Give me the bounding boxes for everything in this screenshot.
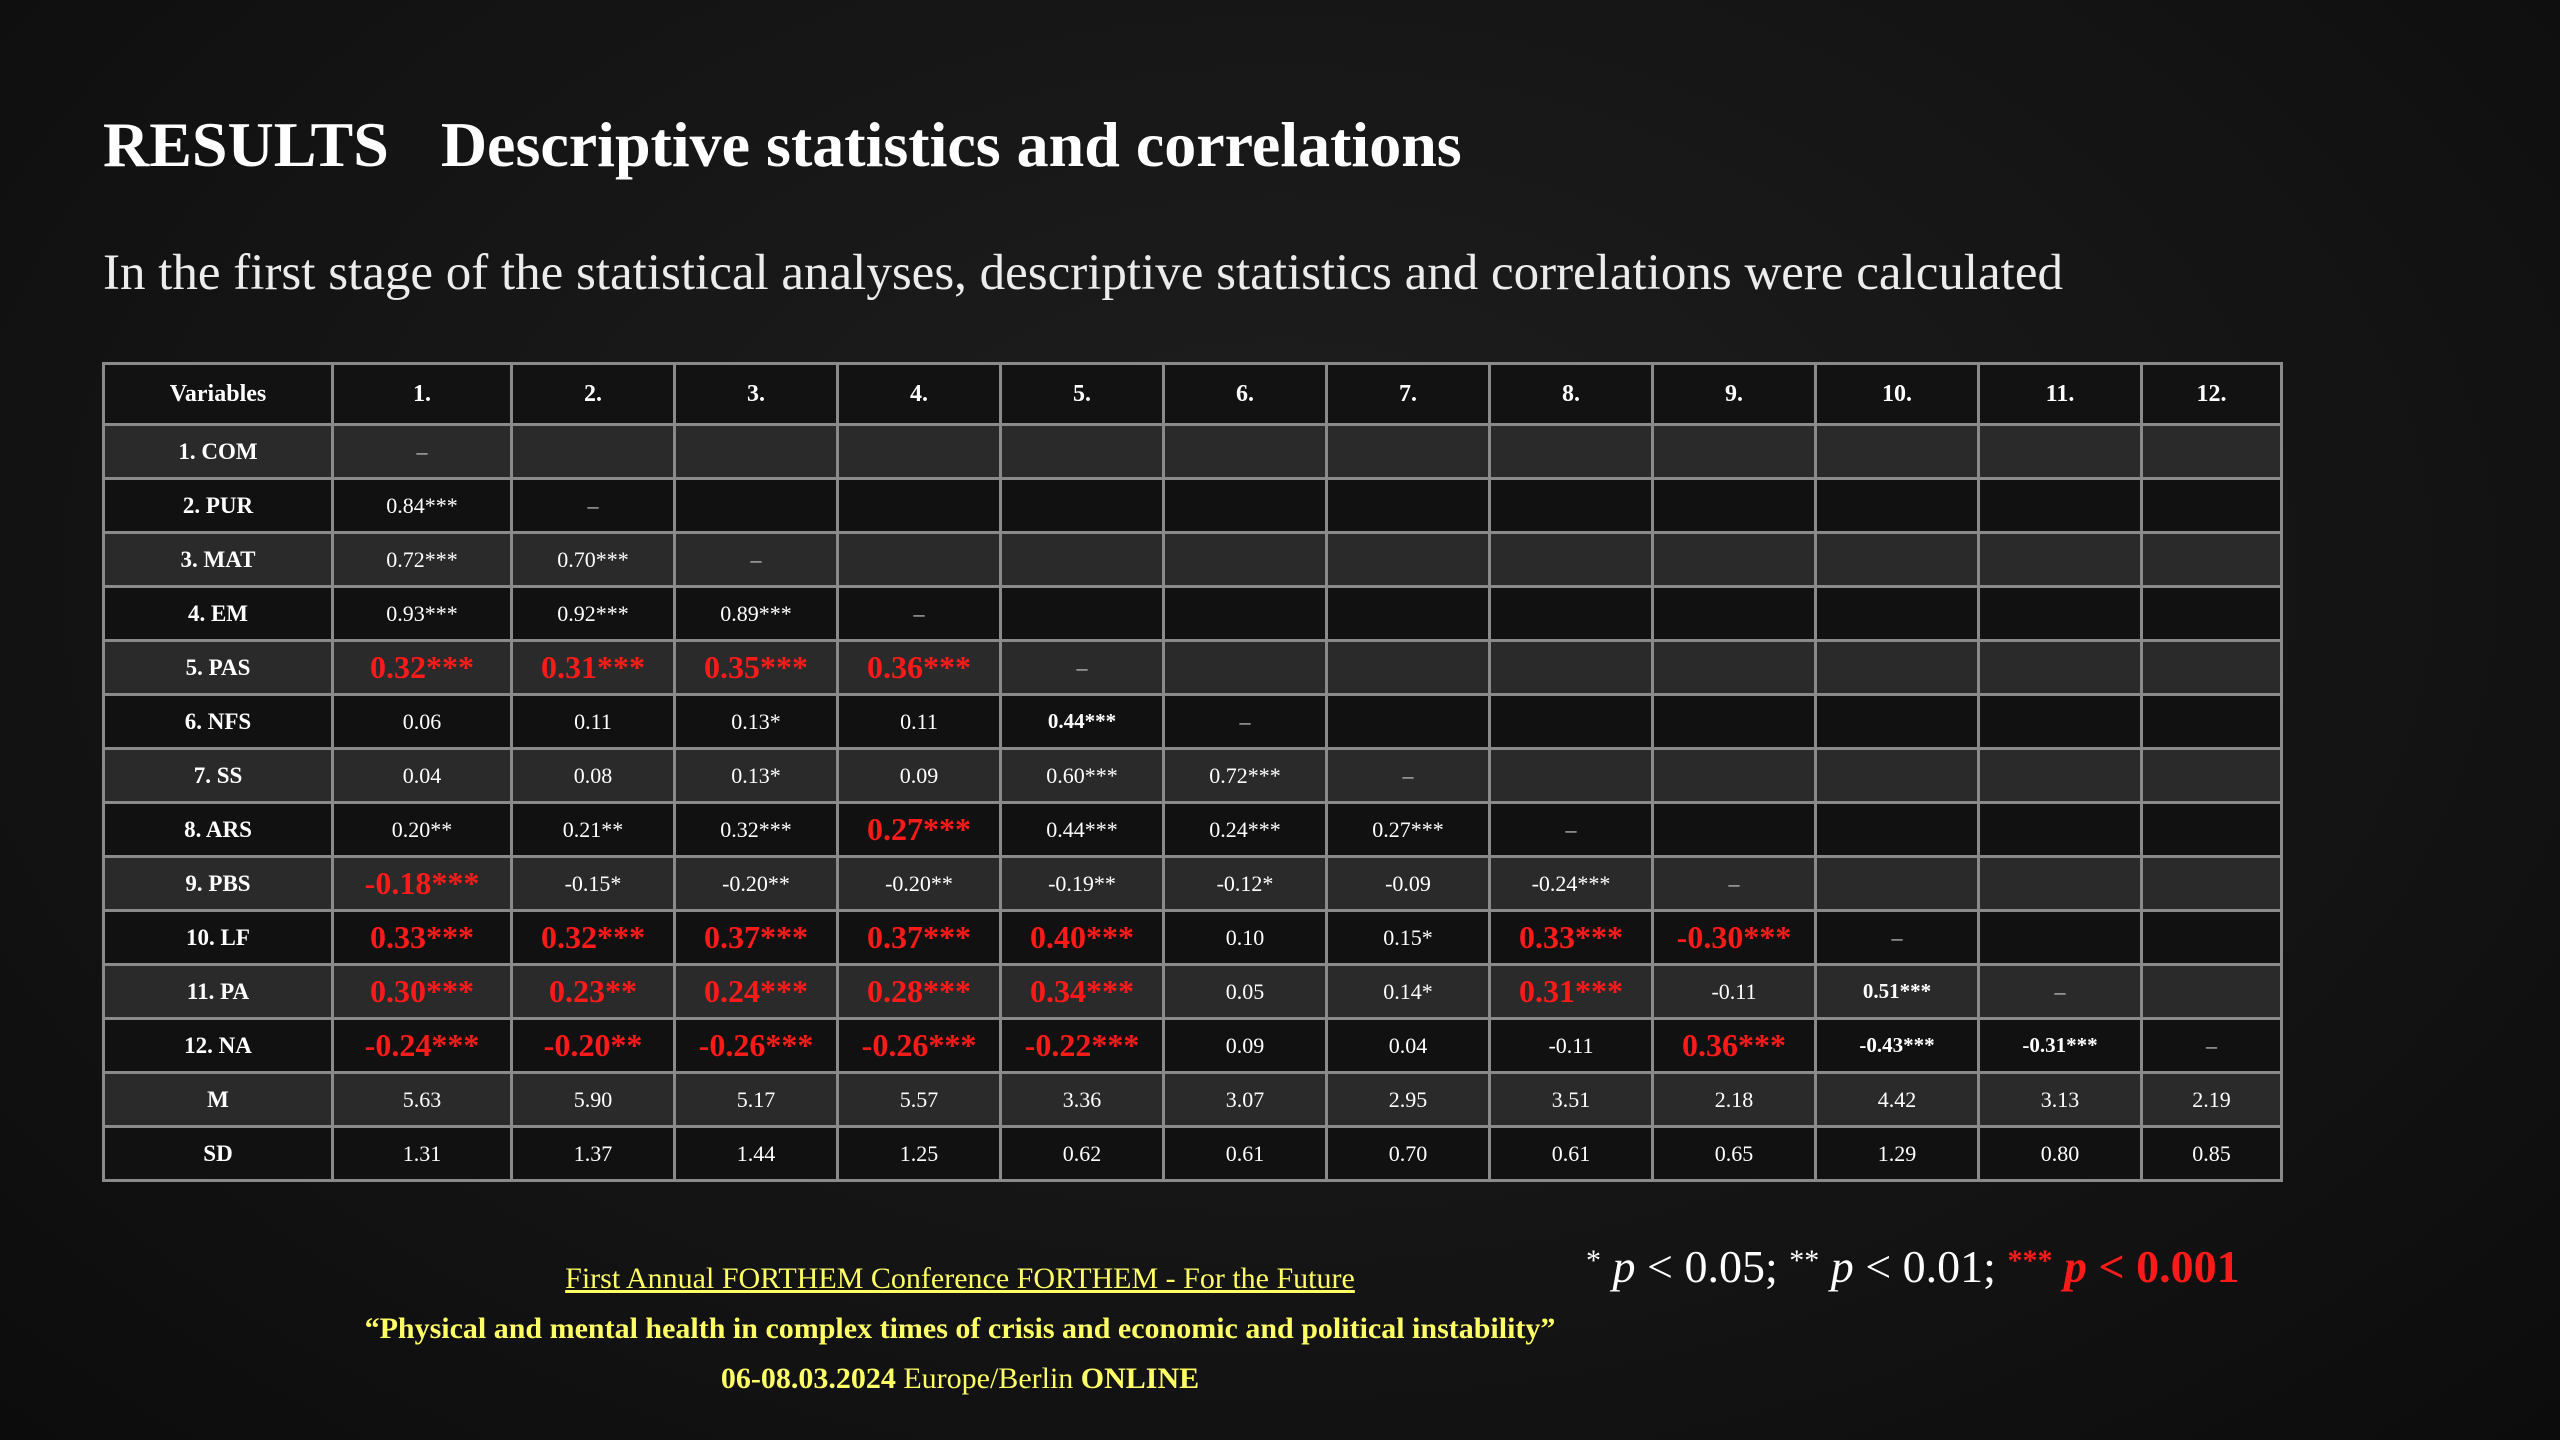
table-cell <box>2142 857 2282 911</box>
table-cell <box>1653 533 1816 587</box>
table-cell <box>1979 587 2142 641</box>
table-cell <box>2142 965 2282 1019</box>
table-cell <box>1653 641 1816 695</box>
table-cell <box>1979 533 2142 587</box>
table-cell: 0.04 <box>1327 1019 1490 1073</box>
table-cell: 0.21** <box>512 803 675 857</box>
table-cell: 0.37*** <box>675 911 838 965</box>
table-cell <box>1001 425 1164 479</box>
table-cell <box>1979 695 2142 749</box>
legend-stars-3: *** <box>2007 1244 2053 1277</box>
table-cell: – <box>333 425 512 479</box>
table-cell <box>1327 533 1490 587</box>
legend-stars-2: ** <box>1789 1244 1820 1277</box>
table-cell <box>1816 803 1979 857</box>
table-cell: -0.12* <box>1164 857 1327 911</box>
row-label: M <box>104 1073 333 1127</box>
table-row <box>104 749 2282 803</box>
table-cell <box>1001 533 1164 587</box>
table-cell: 0.05 <box>1164 965 1327 1019</box>
row-label: 2. PUR <box>104 479 333 533</box>
table-cell <box>838 533 1001 587</box>
table-cell <box>2142 425 2282 479</box>
table-cell: – <box>1653 857 1816 911</box>
table-cell <box>675 479 838 533</box>
table-cell: 0.92*** <box>512 587 675 641</box>
legend-p-1: p <box>1612 1241 1636 1292</box>
table-row <box>104 533 2282 587</box>
table-cell: 0.32*** <box>333 641 512 695</box>
table-row <box>104 587 2282 641</box>
row-label: 8. ARS <box>104 803 333 857</box>
column-header-4: 4. <box>838 364 1001 425</box>
table-cell: -0.26*** <box>838 1019 1001 1073</box>
correlation-table <box>102 362 2283 1182</box>
table-cell: 0.11 <box>512 695 675 749</box>
legend-threshold-2: < 0.01; <box>1865 1241 1996 1292</box>
table-cell: 0.11 <box>838 695 1001 749</box>
table-cell: 1.44 <box>675 1127 838 1181</box>
table-cell: – <box>2142 1019 2282 1073</box>
table-cell: – <box>1164 695 1327 749</box>
legend-p-3: p <box>2063 1241 2087 1292</box>
row-label: 6. NFS <box>104 695 333 749</box>
table-cell <box>838 479 1001 533</box>
table-cell: – <box>1816 911 1979 965</box>
table-row <box>104 695 2282 749</box>
table-cell: -0.31*** <box>1979 1019 2142 1073</box>
table-cell: 0.40*** <box>1001 911 1164 965</box>
table-cell: 0.08 <box>512 749 675 803</box>
table-header <box>104 364 2282 425</box>
column-header-8: 8. <box>1490 364 1653 425</box>
table-cell: 0.51*** <box>1816 965 1979 1019</box>
table-cell: – <box>1001 641 1164 695</box>
legend-threshold-3: < 0.001 <box>2098 1241 2240 1292</box>
table-cell <box>1653 749 1816 803</box>
table-cell <box>1979 425 2142 479</box>
table-cell <box>1490 425 1653 479</box>
table-cell <box>1979 641 2142 695</box>
table-cell: 0.93*** <box>333 587 512 641</box>
table-row <box>104 965 2282 1019</box>
row-label: 5. PAS <box>104 641 333 695</box>
table-cell <box>1164 425 1327 479</box>
row-label: 4. EM <box>104 587 333 641</box>
row-label: 11. PA <box>104 965 333 1019</box>
table-cell <box>1979 479 2142 533</box>
title-results: RESULTS <box>103 109 389 180</box>
table-cell: – <box>512 479 675 533</box>
conference-date: 06-08.03.2024 <box>720 1362 896 1395</box>
table-row <box>104 857 2282 911</box>
table-cell: -0.26*** <box>675 1019 838 1073</box>
table-cell: 0.13* <box>675 749 838 803</box>
table-cell <box>1327 479 1490 533</box>
table-cell <box>1490 749 1653 803</box>
table-cell: 0.70*** <box>512 533 675 587</box>
table-cell: -0.09 <box>1327 857 1490 911</box>
legend-stars-1: * <box>1586 1244 1601 1277</box>
table-cell <box>1816 695 1979 749</box>
table-cell: – <box>838 587 1001 641</box>
slide-subtitle: In the first stage of the statistical analyses, descriptive statistics and correlations were calculated <box>103 245 2063 301</box>
table-cell: -0.20** <box>512 1019 675 1073</box>
table-cell <box>1490 533 1653 587</box>
table-cell: 0.31*** <box>1490 965 1653 1019</box>
table-cell: -0.30*** <box>1653 911 1816 965</box>
table-cell: 0.36*** <box>838 641 1001 695</box>
table-cell: 1.37 <box>512 1127 675 1181</box>
row-label: 7. SS <box>104 749 333 803</box>
title-topic: Descriptive statistics and correlations <box>440 109 1462 180</box>
column-header-7: 7. <box>1327 364 1490 425</box>
table-cell: 1.31 <box>333 1127 512 1181</box>
table-cell: 1.25 <box>838 1127 1001 1181</box>
table-cell: 0.34*** <box>1001 965 1164 1019</box>
table-cell: 2.95 <box>1327 1073 1490 1127</box>
header-row <box>104 364 2282 425</box>
table-cell <box>1653 425 1816 479</box>
table-cell: – <box>1979 965 2142 1019</box>
table-cell <box>1327 587 1490 641</box>
table-row <box>104 425 2282 479</box>
legend-p-2: p <box>1830 1241 1854 1292</box>
table-cell <box>1001 479 1164 533</box>
table-cell: 0.13* <box>675 695 838 749</box>
table-cell: 0.14* <box>1327 965 1490 1019</box>
table-cell: 0.35*** <box>675 641 838 695</box>
column-header-6: 6. <box>1164 364 1327 425</box>
table-cell <box>1327 425 1490 479</box>
table-cell: – <box>675 533 838 587</box>
table-cell: 0.06 <box>333 695 512 749</box>
table-cell: -0.20** <box>838 857 1001 911</box>
row-label: 12. NA <box>104 1019 333 1073</box>
table-cell <box>2142 749 2282 803</box>
table-cell <box>1653 479 1816 533</box>
table-cell: -0.20** <box>675 857 838 911</box>
table-cell: 0.09 <box>838 749 1001 803</box>
table-cell <box>1164 641 1327 695</box>
table-cell <box>1490 587 1653 641</box>
table-cell: 0.28*** <box>838 965 1001 1019</box>
table-row <box>104 1073 2282 1127</box>
table-cell: 0.33*** <box>1490 911 1653 965</box>
column-header-variables: Variables <box>104 364 333 425</box>
table-cell <box>1816 479 1979 533</box>
table-cell <box>1816 425 1979 479</box>
table-cell: 0.89*** <box>675 587 838 641</box>
table-cell: -0.22*** <box>1001 1019 1164 1073</box>
table-cell <box>1979 911 2142 965</box>
table-cell <box>2142 479 2282 533</box>
table-cell: 0.32*** <box>675 803 838 857</box>
table-cell: -0.43*** <box>1816 1019 1979 1073</box>
table-cell <box>1490 479 1653 533</box>
row-label: SD <box>104 1127 333 1181</box>
column-header-9: 9. <box>1653 364 1816 425</box>
table-body <box>104 425 2282 1181</box>
table-row <box>104 479 2282 533</box>
table-cell <box>2142 641 2282 695</box>
table-cell: 0.27*** <box>1327 803 1490 857</box>
table-cell <box>1164 533 1327 587</box>
table-cell: 0.44*** <box>1001 695 1164 749</box>
legend-threshold-1: < 0.05; <box>1647 1241 1778 1292</box>
table-row <box>104 911 2282 965</box>
table-cell: -0.18*** <box>333 857 512 911</box>
table-cell: 5.90 <box>512 1073 675 1127</box>
table-cell: -0.24*** <box>1490 857 1653 911</box>
table-cell: 0.24*** <box>675 965 838 1019</box>
table-cell: -0.19** <box>1001 857 1164 911</box>
table-cell: 0.23** <box>512 965 675 1019</box>
table-cell <box>1979 803 2142 857</box>
column-header-11: 11. <box>1979 364 2142 425</box>
slide-title <box>103 108 1462 182</box>
table-cell <box>1979 857 2142 911</box>
table-cell: 0.72*** <box>1164 749 1327 803</box>
table-cell: 5.63 <box>333 1073 512 1127</box>
table-cell: 2.18 <box>1653 1073 1816 1127</box>
table-cell <box>1164 587 1327 641</box>
table-cell: -0.15* <box>512 857 675 911</box>
column-header-5: 5. <box>1001 364 1164 425</box>
table-cell: 0.84*** <box>333 479 512 533</box>
table-cell: 3.13 <box>1979 1073 2142 1127</box>
table-cell: 3.36 <box>1001 1073 1164 1127</box>
table-cell: 0.70 <box>1327 1127 1490 1181</box>
table-cell: – <box>1327 749 1490 803</box>
table-cell <box>2142 533 2282 587</box>
table-cell: 0.60*** <box>1001 749 1164 803</box>
table-cell: 0.32*** <box>512 911 675 965</box>
table-cell: 0.33*** <box>333 911 512 965</box>
table-cell: 0.72*** <box>333 533 512 587</box>
column-header-10: 10. <box>1816 364 1979 425</box>
table-cell <box>1327 695 1490 749</box>
column-header-12: 12. <box>2142 364 2282 425</box>
table-cell <box>1001 587 1164 641</box>
table-cell <box>1979 749 2142 803</box>
table-cell: 2.19 <box>2142 1073 2282 1127</box>
row-label: 9. PBS <box>104 857 333 911</box>
table-cell <box>1164 479 1327 533</box>
table-cell: 0.27*** <box>838 803 1001 857</box>
table-cell <box>1653 587 1816 641</box>
table-cell: 0.31*** <box>512 641 675 695</box>
table-row <box>104 1127 2282 1181</box>
table-cell <box>1490 641 1653 695</box>
conference-link[interactable]: First Annual FORTHEM Conference FORTHEM - For the Future <box>565 1262 1355 1295</box>
row-label: 10. LF <box>104 911 333 965</box>
table-cell: 1.29 <box>1816 1127 1979 1181</box>
table-cell <box>2142 803 2282 857</box>
column-header-3: 3. <box>675 364 838 425</box>
table-cell: 0.04 <box>333 749 512 803</box>
table-cell <box>1816 857 1979 911</box>
table-cell: -0.11 <box>1490 1019 1653 1073</box>
table-cell <box>2142 587 2282 641</box>
column-header-1: 1. <box>333 364 512 425</box>
table-cell: 5.17 <box>675 1073 838 1127</box>
row-label: 1. COM <box>104 425 333 479</box>
table-cell: 0.10 <box>1164 911 1327 965</box>
table-cell: 3.07 <box>1164 1073 1327 1127</box>
table-cell <box>1327 641 1490 695</box>
column-header-2: 2. <box>512 364 675 425</box>
table-cell <box>1653 803 1816 857</box>
table-cell: 0.85 <box>2142 1127 2282 1181</box>
table-cell: -0.24*** <box>333 1019 512 1073</box>
conference-timezone: Europe/Berlin <box>903 1362 1074 1395</box>
table-cell: 0.36*** <box>1653 1019 1816 1073</box>
table-cell <box>2142 695 2282 749</box>
table-cell: 3.51 <box>1490 1073 1653 1127</box>
table-cell <box>1653 695 1816 749</box>
table-cell: -0.11 <box>1653 965 1816 1019</box>
table-cell <box>1490 695 1653 749</box>
table-cell: 0.44*** <box>1001 803 1164 857</box>
table-cell: 0.37*** <box>838 911 1001 965</box>
table-cell <box>1816 749 1979 803</box>
table-cell <box>2142 911 2282 965</box>
table-cell: 0.20** <box>333 803 512 857</box>
table-cell: 0.61 <box>1490 1127 1653 1181</box>
table-cell <box>675 425 838 479</box>
table-cell: 0.15* <box>1327 911 1490 965</box>
table-cell: 0.62 <box>1001 1127 1164 1181</box>
table-row <box>104 641 2282 695</box>
row-label: 3. MAT <box>104 533 333 587</box>
table-cell <box>1816 533 1979 587</box>
table-cell: 0.24*** <box>1164 803 1327 857</box>
table-cell: 0.30*** <box>333 965 512 1019</box>
table-cell <box>1816 641 1979 695</box>
table-cell: 4.42 <box>1816 1073 1979 1127</box>
conference-mode: ONLINE <box>1080 1362 1200 1395</box>
table-cell <box>512 425 675 479</box>
table-cell <box>1816 587 1979 641</box>
table-row <box>104 803 2282 857</box>
table-cell <box>838 425 1001 479</box>
table-cell: 0.80 <box>1979 1127 2142 1181</box>
table-cell: – <box>1490 803 1653 857</box>
table-row <box>104 1019 2282 1073</box>
table-cell: 5.57 <box>838 1073 1001 1127</box>
table-cell: 0.09 <box>1164 1019 1327 1073</box>
table-cell: 0.61 <box>1164 1127 1327 1181</box>
conference-theme: “Physical and mental health in complex times of crisis and economic and political instability” <box>364 1312 1556 1345</box>
table-cell: 0.65 <box>1653 1127 1816 1181</box>
